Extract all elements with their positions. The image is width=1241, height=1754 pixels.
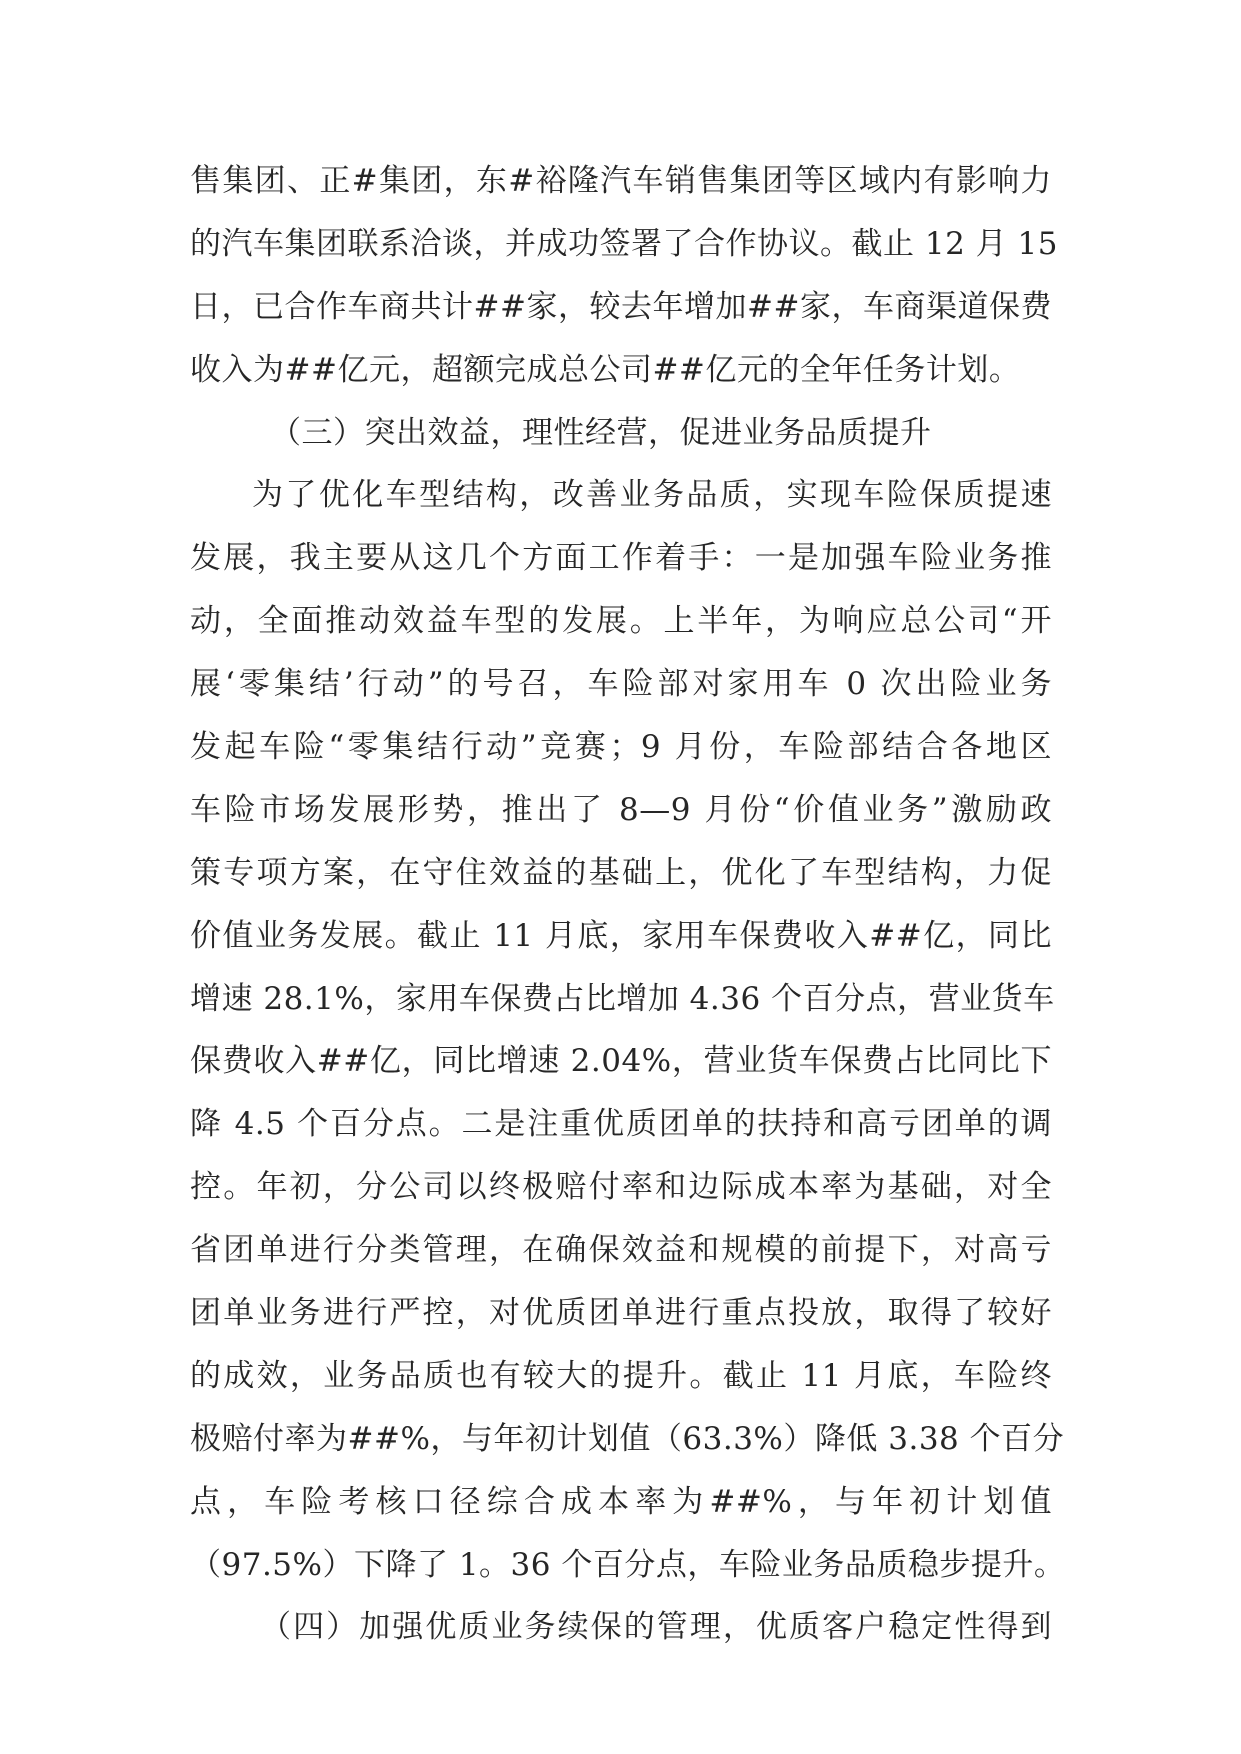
document-page <box>190 150 1066 1659</box>
paragraph-line: 日，已合作车商共计##家，较去年增加##家，车商渠道保费 <box>190 288 1052 325</box>
paragraph-line: 点，车险考核口径综合成本率为##%，与年初计划值 <box>190 1483 1052 1520</box>
paragraph-line: 增速 28.1%，家用车保费占比增加 4.36 个百分点，营业货车 <box>190 980 1055 1017</box>
section-heading: （三）突出效益，理性经营，促进业务品质提升 <box>270 414 932 451</box>
paragraph-line: 发起车险“零集结行动”竞赛；9 月份，车险部结合各地区 <box>190 729 1052 766</box>
paragraph-line: 展‘零集结’行动”的号召，车险部对家用车 0 次出险业务 <box>190 666 1052 703</box>
paragraph-line: 收入为##亿元，超额完成总公司##亿元的全年任务计划。 <box>190 351 1021 388</box>
paragraph-line: 降 4.5 个百分点。二是注重优质团单的扶持和高亏团单的调 <box>190 1106 1052 1143</box>
paragraph-line: 的成效，业务品质也有较大的提升。截止 11 月底，车险终 <box>190 1357 1052 1394</box>
paragraph-line: 极赔付率为##%，与年初计划值（63.3%）降低 3.38 个百分 <box>190 1420 1065 1457</box>
paragraph-line: 省团单进行分类管理，在确保效益和规模的前提下，对高亏 <box>190 1232 1052 1269</box>
paragraph-line: 控。年初，分公司以终极赔付率和边际成本率为基础，对全 <box>190 1169 1052 1206</box>
paragraph-line: 团单业务进行严控，对优质团单进行重点投放，取得了较好 <box>190 1295 1052 1332</box>
paragraph-line: 动，全面推动效益车型的发展。上半年，为响应总公司“开 <box>190 603 1052 640</box>
paragraph-line: （97.5%）下降了 1。36 个百分点，车险业务品质稳步提升。 <box>190 1546 1066 1583</box>
paragraph-line: 发展，我主要从这几个方面工作着手：一是加强车险业务推 <box>190 540 1052 577</box>
paragraph-line: 的汽车集团联系洽谈，并成功签署了合作协议。截止 12 月 15 <box>190 225 1058 262</box>
paragraph-line: 为了优化车型结构，改善业务品质，实现车险保质提速 <box>252 477 1052 514</box>
section-heading: （四）加强优质业务续保的管理，优质客户稳定性得到 <box>260 1609 1052 1646</box>
paragraph-line: 售集团、正#集团，东#裕隆汽车销售集团等区域内有影响力 <box>190 163 1052 199</box>
paragraph-line: 策专项方案，在守住效益的基础上，优化了车型结构，力促 <box>190 854 1052 891</box>
paragraph-line: 价值业务发展。截止 11 月底，家用车保费收入##亿，同比 <box>190 917 1052 954</box>
paragraph-line: 保费收入##亿，同比增速 2.04%，营业货车保费占比同比下 <box>190 1043 1052 1080</box>
paragraph-line: 车险市场发展形势，推出了 8—9 月份“价值业务”激励政 <box>190 791 1052 828</box>
